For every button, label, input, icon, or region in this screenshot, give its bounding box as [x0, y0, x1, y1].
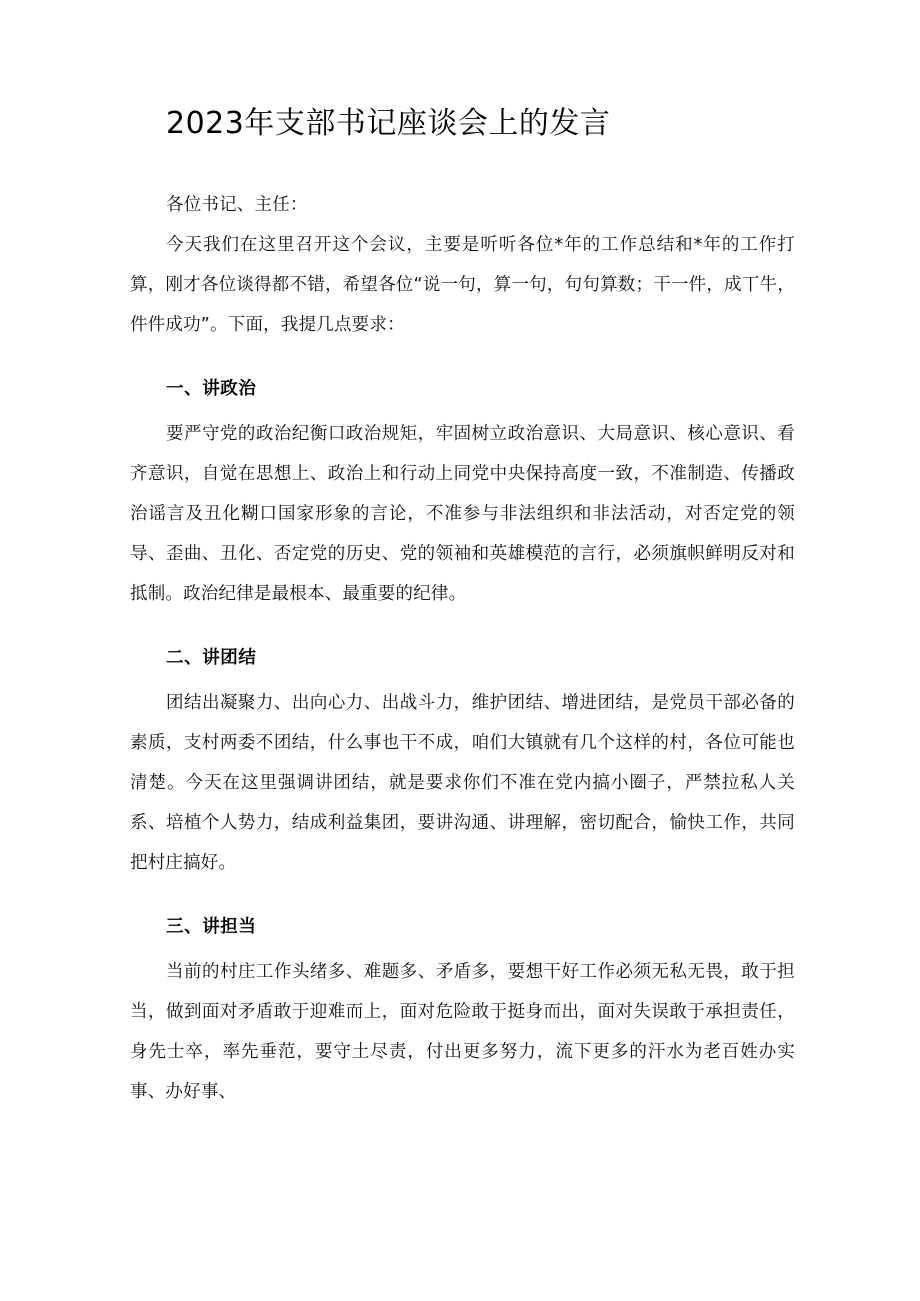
intro-paragraph: 今天我们在这里召开这个会议，主要是听听各位*年的工作总结和*年的工作打算，刚才各位谈得都不错，希望各位“说一句，算一句，句句算数；干一件，成丅牛，件件成功”。下面，我提几点要求：: [130, 235, 795, 335]
section-heading-3: 三、讲担当: [166, 917, 257, 937]
page-title: 2023年支部书记座谈会上的发言: [166, 106, 611, 141]
document-body: [130, 0, 795, 1112]
section-body-1: 要严守党的政治纪衡口政治规矩，牢固树立政治意识、大局意识、核心意识、看齐意识，自觉在思想上、政治上和行动上同党中央保持高度一致，不准制造、传播政治谣言及丑化糊口国家形象的言论，不准参与非法组织和非法活动，对否定党的领导、歪曲、丑化、否定党的历史、党的领袖和英雄模范的言行，必须旗帜鲜明反对和抵制。政治纪律是最根本、最重要的纪律。: [130, 424, 795, 604]
section-heading-1: 一、讲政治: [166, 379, 257, 399]
section-body-3: 当前的村庄工作头绪多、难题多、矛盾多，要想干好工作必须无私无畏，敢于担当，做到面对矛盾敢于迎难而上，面对危险敢于挺身而出，面对失误敢于承担责任，身先士卒，率先垂范，要守土尽责，付出更多努力，流下更多的汗水为老百姓办实事、办好事、: [130, 962, 795, 1102]
section-heading-2: 二、讲团结: [166, 648, 257, 668]
salutation-paragraph: 各位书记、主任：: [166, 195, 308, 215]
section-body-2: 团结出凝聚力、出向心力、出战斗力，维护团结、增进团结，是党员干部必备的素质，支村两委不团结，什么事也干不成，咱们大镇就有几个这样的村，各位可能也清楚。今天在这里强调讲团结，就是要求你们不准在党内搞小圈子，严禁拉私人关系、培植个人势力，结成利益集团，要讲沟通、讲理解，密切配合，愉快工作，共同把村庄搞好。: [130, 693, 795, 873]
